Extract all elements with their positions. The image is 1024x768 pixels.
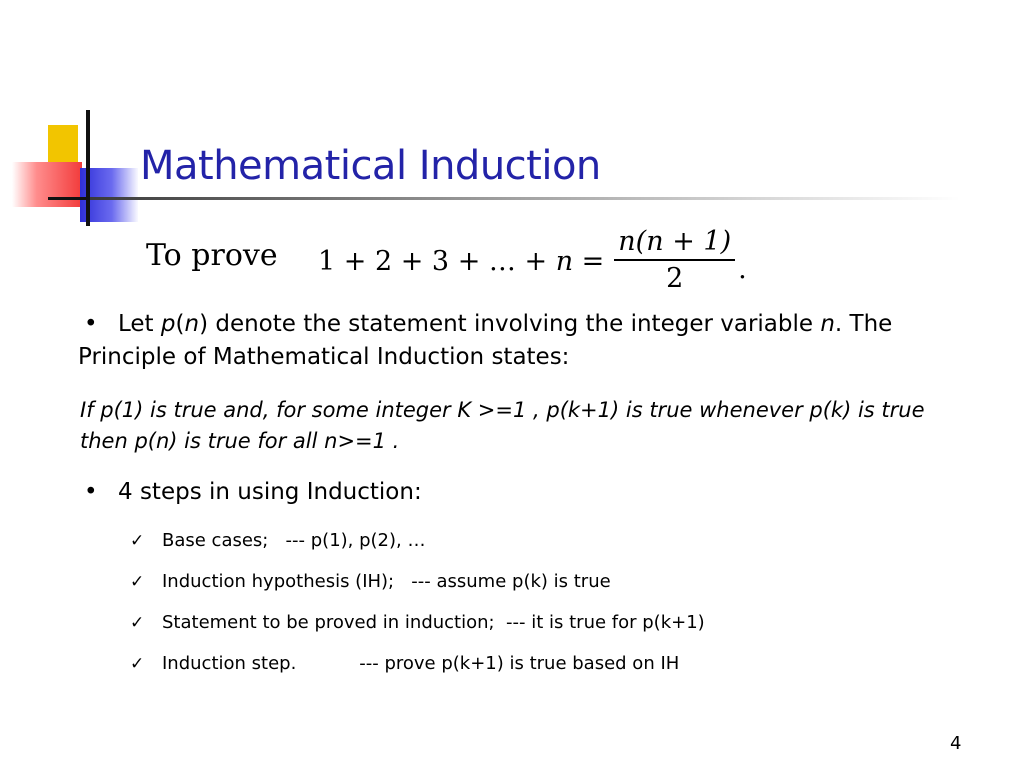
- step-item: ✓ Base cases; --- p(1), p(2), …: [130, 530, 426, 551]
- sum-formula: [318, 222, 747, 298]
- step-item: ✓ Statement to be proved in induction; --- it is true for p(k+1): [130, 612, 705, 633]
- bullet-dot: •: [84, 479, 98, 505]
- formula-fraction: [614, 226, 735, 294]
- principle-statement: If p(1) is true and, for some integer K >=1 , p(k+1) is true whenever p(k) is true then p(n) is true for all n>=1 .: [80, 398, 925, 453]
- formula-period: .: [738, 253, 747, 285]
- page-number: 4: [950, 733, 962, 754]
- bullet-dot: •: [84, 311, 98, 337]
- bullet-principle: • Let p(n) denote the statement involving the integer variable n. The Principle of Mathematical Induction states:: [78, 308, 958, 374]
- title-underline: [90, 197, 960, 200]
- checkmark-icon: ✓: [130, 530, 145, 551]
- checkmark-icon: ✓: [130, 571, 145, 592]
- slide-title: Mathematical Induction: [140, 143, 601, 189]
- step-item: ✓ Induction hypothesis (IH); --- assume p(k) is true: [130, 571, 611, 592]
- logo-red-square: [12, 162, 82, 207]
- step-item: ✓ Induction step. --- prove p(k+1) is true based on IH: [130, 653, 680, 674]
- formula-numerator: n(n + 1): [618, 226, 732, 257]
- checkmark-icon: ✓: [130, 653, 145, 674]
- formula-denominator: 2: [666, 263, 684, 294]
- bullet-steps-heading: • 4 steps in using Induction:: [78, 476, 422, 509]
- logo-vertical-line: [86, 110, 90, 226]
- checkmark-icon: ✓: [130, 612, 145, 633]
- formula-lhs: 1 + 2 + 3 + … + n =: [318, 245, 605, 277]
- to-prove-label: To prove: [146, 238, 278, 273]
- steps-list: [130, 520, 705, 684]
